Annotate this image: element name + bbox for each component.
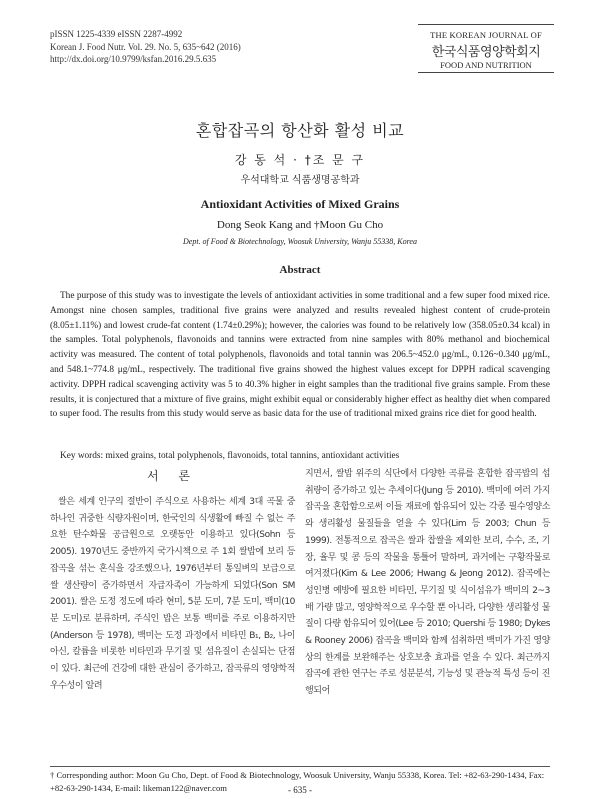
abstract-text: The purpose of this study was to investigate the levels of antioxidant activities in some traditional and a few super food mixed rice. Amongst nine chosen samples, traditional five grains were analyzed and results revealed highest content of crude-protein (8.05±1.11%) and lowest crude-fat content (1.74±0.29%); however, the calories was found to be relatively low (358.05±0.34 kcal) in the samples. Total polyphenols, flavonoids and tannins were extracted from nine samples with 80% methanol and biochemical activity was measured. The content of total polyphenols, flavonoids and total tannin was 206.5~452.0 μg/mL, 0.126~0.340 μg/mL, and 548.1~774.8 μg/mL, respectively. The traditional five grains showed the highest values except for DPPH radical scavenging activity. DPPH radical scavenging activity was 5 to 40.3% higher in eight samples than the traditional five grains sample. From these results, it is conjectured that a mixture of five grains, might exhibit equal or considerably higher effect as healthy diet when compared to super food. The results from this study would serve as basic data for the use of traditional mixed grains rice diet for good health. (50, 291, 550, 420)
publication-metadata (50, 28, 241, 66)
english-authors: Dong Seok Kang and †Moon Gu Cho (216, 219, 384, 231)
journal-name-en-bottom: FOOD AND NUTRITION (440, 60, 532, 70)
corresponding-author-footnote: † Corresponding author: Moon Gu Cho, Dept. of Food & Biotechnology, Woosuk University, Wanju 55338, Korea. Tel: +82-63-290-1434, Fax: +82-63-290-1434, E-mail: likeman122@naver.com (50, 770, 545, 793)
korean-title: 혼합잡곡의 항산화 활성 비교 (195, 121, 405, 140)
journal-name-en-top: THE KOREAN JOURNAL OF (430, 30, 542, 40)
page-number: - 635 - (288, 785, 312, 795)
body-paragraph-right: 지면서, 쌀밥 위주의 식단에서 다양한 곡류를 혼합한 잡곡밥의 섭취량이 증가하고 있는 추세이다(Jung 등 2010). 백미에 여러 가지 잡곡을 혼합함으로써 이들 재료에 함유되어 있는 각종 필수영양소와 생리활성 물질들을 얻을 수 있다(Lim 등 2003; Chun 등 1999). 전통적으로 잡곡은 쌀과 찹쌀을 제외한 보리, 수수, 조, 기장, 율무 및 콩 등의 작물을 통틀어 말하며, 과거에는 구황작물로 여겨졌다(Kim & Lee 2006; Hwang & Jeong 2012). 잡곡에는 성인병 예방에 필요한 비타민, 무기질 및 식이섬유가 백미의 2~3배 가량 많고, 영양학적으로 우수할 뿐 아니라, 다양한 생리활성 물질이 다량 함유되어 있어(Lee 등 2010; Quershi 등 1980; Dykes & Rooney 2006) 잡곡을 백미와 함께 섭취하면 백미가 가진 영양상의 한계를 보완해주는 상호보충 효과를 얻을 수 있다. 최근까지 잡곡에 관한 연구는 주로 성분분석, 기능성 및 관능적 특성 등이 진행되어 (305, 469, 550, 697)
body-paragraph-left: 쌀은 세계 인구의 절반이 주식으로 사용하는 세계 3대 곡물 중 하나인 귀중한 식량자원이며, 한국인의 식생활에 빠질 수 없는 주요한 탄수화물 공급원으로 오랫동안 이용하고 있다(Sohn 등 2005). 1970년도 중반까지 국가시책으로 주 1회 쌀밥에 보리 등 잡곡을 섞는 혼식을 강조했으나, 1976년부터 통일벼의 보급으로 쌀 생산량이 증가하면서 자급자족이 가능하게 되었다(Son SM 2001). 쌀은 도정 정도에 따라 현미, 5분 도미, 7분 도미, 백미(10분 도미)로 분류하며, 주식인 밥은 보통 백미를 주로 이용하지만(Anderson 등 1978), 백미는 도정 과정에서 비타민 B₁, B₂, 나이아신, 칼륨을 비롯한 비타민과 무기질 및 섬유질이 손실되는 단점이 있다. 최근에 건강에 대한 관심이 증가하고, 잡곡류의 영양학적 우수성이 알려 (50, 497, 295, 691)
citation-line: Korean J. Food Nutr. Vol. 29. No. 5, 635~642 (2016) (50, 41, 241, 52)
body-column-right (305, 466, 550, 700)
english-affiliation: Dept. of Food & Biotechnology, Woosuk University, Wanju 55338, Korea (183, 237, 417, 246)
korean-authors: 강 동 석 · †조 문 구 (234, 153, 366, 167)
footnote-divider (50, 766, 550, 767)
keywords: Key words: mixed grains, total polyphenols, flavonoids, total tannins, antioxidant activities (60, 451, 400, 461)
journal-name-ko: 한국식품영양학회지 (431, 45, 541, 60)
body-column-left (50, 466, 295, 694)
english-title: Antioxidant Activities of Mixed Grains (200, 197, 400, 211)
abstract-heading: Abstract (279, 264, 321, 276)
journal-logo (418, 24, 554, 73)
section-title: 서 론 (147, 469, 198, 483)
issn-line: pISSN 1225-4339 eISSN 2287-4992 (50, 29, 183, 39)
doi-link[interactable]: http://dx.doi.org/10.9799/ksfan.2016.29.5.635 (50, 54, 217, 65)
korean-affiliation: 우석대학교 식품생명공학과 (240, 175, 360, 186)
